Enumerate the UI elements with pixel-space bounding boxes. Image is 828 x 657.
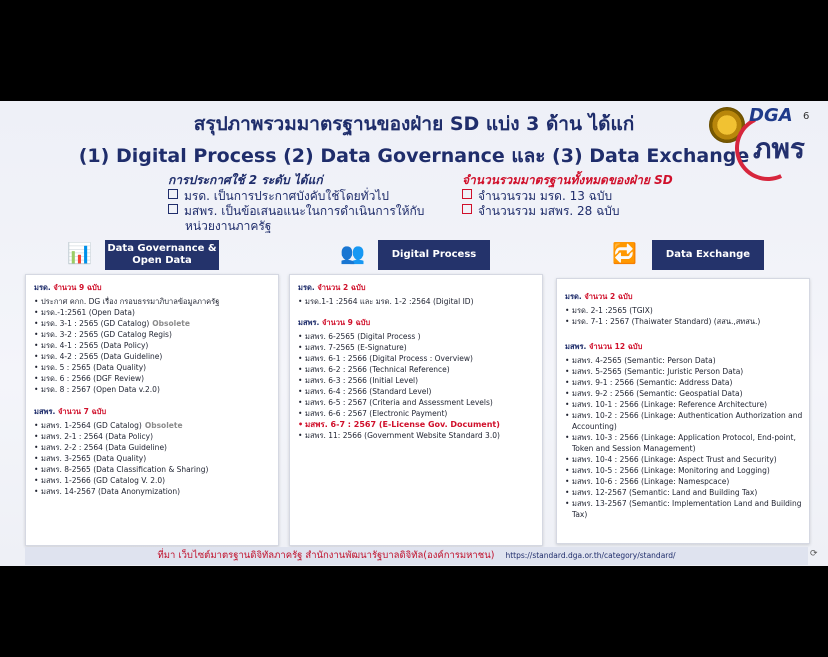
section-heading: มรด. จำนวน 2 ฉบับ xyxy=(565,292,633,301)
standard-item: • มสพร. 10-1 : 2566 (Linkage: Reference Architecture) xyxy=(565,399,803,410)
standard-item: • มสพร. 6-6 : 2567 (Electronic Payment) xyxy=(298,408,538,419)
standards-list xyxy=(565,305,803,327)
standard-item: • มสพร. 14-2567 (Data Anonymization) xyxy=(34,486,274,497)
standard-item: • มสพร. 3-2565 (Data Quality) xyxy=(34,453,274,464)
standard-item: • มรด.1-1 :2564 และ มรด. 1-2 :2564 (Digital ID) xyxy=(298,296,538,307)
exchange-icon: 🔁 xyxy=(612,241,637,265)
presentation-slide xyxy=(0,101,828,566)
standard-item: • มสพร. 12-2567 (Semantic: Land and Building Tax) xyxy=(565,487,803,498)
standard-item: • มรด. 3-1 : 2565 (GD Catalog) Obsolete xyxy=(34,318,274,329)
standard-item: • มสพร. 5-2565 (Semantic: Juristic Person Data) xyxy=(565,366,803,377)
page-number: 6 xyxy=(803,111,810,122)
standard-item: • มรด. 6 : 2566 (DGF Review) xyxy=(34,373,274,384)
panel-digital-process xyxy=(289,274,543,546)
logo-dga-text: DGA xyxy=(749,105,793,126)
slide-title-line1: สรุปภาพรวมมาตรฐานของฝ่าย SD แบ่ง 3 ด้าน ได้แก่ xyxy=(193,113,635,135)
source-footer xyxy=(25,547,808,565)
standard-item: • มสพร. 10-3 : 2566 (Linkage: Application Protocol, End-point, Token and Session Management) xyxy=(565,432,803,454)
standard-item: • มสพร. 2-1 : 2564 (Data Policy) xyxy=(34,431,274,442)
standards-list xyxy=(298,331,538,441)
network-person-icon: 👥 xyxy=(340,241,365,265)
slide-title-line2: (1) Digital Process (2) Data Governance และ (3) Data Exchange xyxy=(78,145,750,167)
checkbox-icon xyxy=(168,189,178,199)
standard-item: • มสพร. 10-4 : 2566 (Linkage: Aspect Trust and Security) xyxy=(565,454,803,465)
section-heading: มรด. จำนวน 2 ฉบับ xyxy=(298,283,366,292)
checkbox-icon xyxy=(168,204,178,214)
panel-body xyxy=(298,282,538,441)
checkbox-icon xyxy=(462,189,472,199)
dga-logo xyxy=(735,105,805,181)
standard-item: • มสพร. 6-5 : 2567 (Criteria and Assessment Levels) xyxy=(298,397,538,408)
standard-item: • มสพร. 4-2565 (Semantic: Person Data) xyxy=(565,355,803,366)
standard-item: • มสพร. 1-2564 (GD Catalog) Obsolete xyxy=(34,420,274,431)
panel-data-governance xyxy=(25,274,279,546)
obsolete-badge: Obsolete xyxy=(144,421,183,430)
standard-item: • มสพร. 10-5 : 2566 (Linkage: Monitoring and Logging) xyxy=(565,465,803,476)
standard-item: • มสพร. 7-2565 (E-Signature) xyxy=(298,342,538,353)
standard-item: • มสพร. 1-2566 (GD Catalog V. 2.0) xyxy=(34,475,274,486)
panel-data-exchange xyxy=(556,278,810,544)
standard-item: • มรด. 4-2 : 2565 (Data Guideline) xyxy=(34,351,274,362)
standard-item: • มสพร. 6-2565 (Digital Process ) xyxy=(298,331,538,342)
column-header-data-exchange: Data Exchange xyxy=(652,240,764,270)
standards-list xyxy=(298,296,538,307)
standard-item: • มรด. 3-2 : 2565 (GD Catalog Regis) xyxy=(34,329,274,340)
standard-item: • มสพร. 6-3 : 2566 (Initial Level) xyxy=(298,375,538,386)
section-heading: มสพร. จำนวน 7 ฉบับ xyxy=(34,407,107,416)
standard-item: • มสพร. 6-7 : 2567 (E-License Gov. Document) xyxy=(298,419,538,430)
section-heading: มสพร. จำนวน 9 ฉบับ xyxy=(298,318,371,327)
standard-item: • มรด. 2-1 :2565 (TGIX) xyxy=(565,305,803,316)
obsolete-badge: Obsolete xyxy=(152,319,190,328)
standard-item: • มสพร. 2-2 : 2564 (Data Guideline) xyxy=(34,442,274,453)
standard-item: • มรด. 7-1 : 2567 (Thaiwater Standard) (สสน.,สทสน.) xyxy=(565,316,803,327)
standard-item: • มสพร. 6-2 : 2566 (Technical Reference) xyxy=(298,364,538,375)
standard-item: • มสพร. 9-1 : 2566 (Semantic: Address Data) xyxy=(565,377,803,388)
chart-icon: 📊 xyxy=(67,241,92,265)
checkbox-icon xyxy=(462,204,472,214)
standard-item: • มรด. 8 : 2567 (Open Data v.2.0) xyxy=(34,384,274,395)
standard-item: • มรด. 5 : 2565 (Data Quality) xyxy=(34,362,274,373)
column-header-digital-process: Digital Process xyxy=(378,240,490,270)
standard-item: • มรด.-1:2561 (Open Data) xyxy=(34,307,274,318)
logo-wordmark: ภพร xyxy=(753,132,805,165)
announcement-heading: การประกาศใช้ 2 ระดับ ได้แก่ xyxy=(168,173,323,187)
announcement-item-continued: หน่วยงานภาครัฐ xyxy=(185,219,272,233)
panel-body xyxy=(565,291,803,520)
announcement-item: มรด. เป็นการประกาศบังคับใช้โดยทั่วไป xyxy=(168,189,424,204)
totals-item: จำนวนรวม มสพร. 28 ฉบับ xyxy=(462,204,673,219)
standard-item: • มสพร. 6-4 : 2566 (Standard Level) xyxy=(298,386,538,397)
standard-item: • มรด. 4-1 : 2565 (Data Policy) xyxy=(34,340,274,351)
totals-item: จำนวนรวม มรด. 13 ฉบับ xyxy=(462,189,673,204)
announcement-levels xyxy=(168,173,424,234)
standard-item: • มสพร. 13-2567 (Semantic: Implementation Land and Building Tax) xyxy=(565,498,803,520)
section-heading: มสพร. จำนวน 12 ฉบับ xyxy=(565,342,643,351)
announcement-item: มสพร. เป็นข้อเสนอแนะในการดำเนินการให้กับ xyxy=(168,204,424,219)
footer-url[interactable]: https://standard.dga.or.th/category/standard/ xyxy=(505,551,676,560)
standard-item: • มสพร. 11: 2566 (Government Website Standard 3.0) xyxy=(298,430,538,441)
standard-item: • มสพร. 8-2565 (Data Classification & Sharing) xyxy=(34,464,274,475)
slide-nav-icon[interactable]: ⟳ xyxy=(810,549,818,559)
standard-item: • มสพร. 6-1 : 2566 (Digital Process : Overview) xyxy=(298,353,538,364)
standards-list xyxy=(34,296,274,395)
standards-totals xyxy=(462,173,673,219)
standards-list xyxy=(565,355,803,520)
panel-body xyxy=(34,282,274,497)
standards-list xyxy=(34,420,274,497)
totals-heading: จำนวนรวมมาตรฐานทั้งหมดของฝ่าย SD xyxy=(462,173,673,187)
column-header-data-governance: Data Governance & Open Data xyxy=(105,240,219,270)
standard-item: • มสพร. 10-6 : 2566 (Linkage: Namespcace) xyxy=(565,476,803,487)
standard-item: • ประกาศ คกก. DG เรื่อง กรอบธรรมาภิบาลข้อมูลภาครัฐ xyxy=(34,296,274,307)
standard-item: • มสพร. 10-2 : 2566 (Linkage: Authentication Authorization and Accounting) xyxy=(565,410,803,432)
footer-source: ที่มา เว็บไซต์มาตรฐานดิจิทัลภาครัฐ สำนักงานพัฒนารัฐบาลดิจิทัล(องค์การมหาชน) xyxy=(157,550,495,561)
standard-item: • มสพร. 9-2 : 2566 (Semantic: Geospatial Data) xyxy=(565,388,803,399)
section-heading: มรด. จำนวน 9 ฉบับ xyxy=(34,283,102,292)
